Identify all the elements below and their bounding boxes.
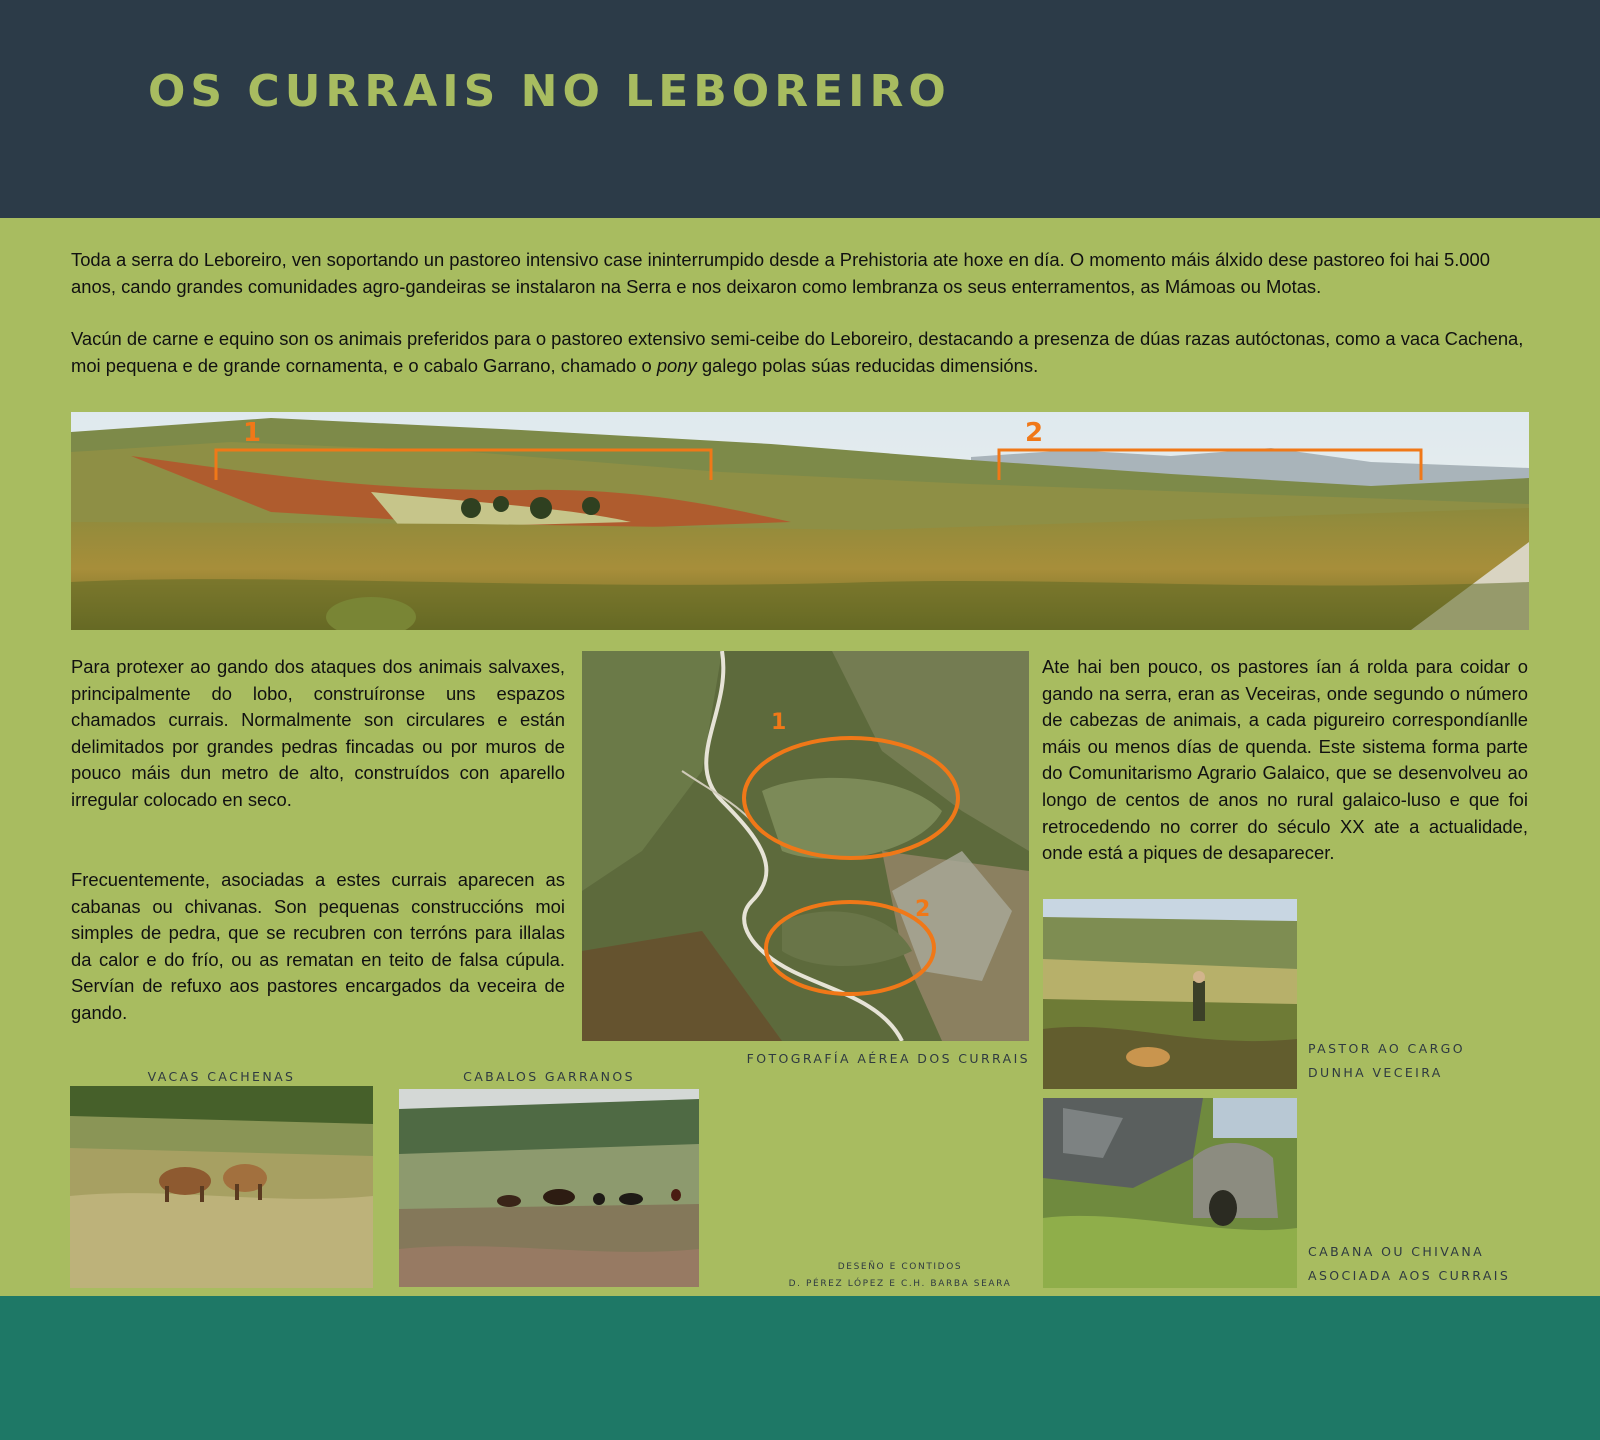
intro-paragraph-2: [71, 326, 1531, 379]
hut-photo: [1043, 1098, 1297, 1288]
aerial-caption: FOTOGRAFÍA AÉREA DOS CURRAIS: [746, 1051, 1030, 1066]
intro-paragraph-1: Toda a serra do Leboreiro, ven soportando un pastoreo intensivo case ininterrumpido desde a Prehistoria ate hoxe en día. O momento máis álxido dese pastoreo foi hai 5.000 anos, cando grandes comunidades agro-gandeiras se instalaron na Serra e nos deixaron como lembranza os seus enterramentos, as Mámoas ou Motas.: [71, 249, 1490, 297]
horses-photo: [399, 1089, 699, 1287]
aerial-marker-1: 1: [771, 710, 787, 735]
cows-caption: VACAS CACHENAS: [147, 1069, 296, 1084]
horses-caption: CABALOS GARRANOS: [463, 1069, 635, 1084]
hut-caption-line-2: ASOCIADA AOS CURRAIS: [1308, 1268, 1511, 1283]
left-paragraph-1: Para protexer ao gando dos ataques dos animais salvaxes, principalmente do lobo, construíronse uns espazos chamados currais. Normalmente son circulares e están delimitados por grandes pedras fincadas ou por muros de pouco máis dun metro de alto, construídos con aparello irregular colocado en seco.: [71, 656, 565, 810]
aerial-photo: [582, 651, 1029, 1041]
intro-paragraph-2-end: galego polas súas reducidas dimensións.: [696, 354, 1039, 376]
header-band: [0, 0, 1600, 218]
credits-line-1: DESEÑO E CONTIDOS: [837, 1262, 963, 1272]
panorama-photo: [71, 412, 1529, 630]
page-title: OS CURRAIS NO LEBOREIRO: [148, 66, 951, 117]
cows-photo: [70, 1086, 373, 1288]
panorama-marker-1: 1: [243, 418, 262, 448]
intro-paragraph-2-start: Vacún de carne e equino son os animais preferidos para o pastoreo extensivo semi-ceibe do Leboreiro, destacando a presenza de dúas razas autóctonas, como a vaca Cachena, moi pequena e de grande cornamenta, e o cabalo Garrano, chamado o: [71, 328, 1524, 376]
intro-paragraph-2-italic: pony: [656, 354, 697, 376]
shepherd-caption-line-2: DUNHA VECEIRA: [1308, 1065, 1443, 1080]
shepherd-photo: [1043, 899, 1297, 1089]
panorama-marker-2: 2: [1025, 418, 1044, 448]
footer-band: [0, 1296, 1600, 1440]
shepherd-caption-line-1: PASTOR AO CARGO: [1308, 1041, 1465, 1056]
left-paragraph-2: Frecuentemente, asociadas a estes currais aparecen as cabanas ou chivanas. Son pequenas construccións moi simples de pedra, que se recubren con terróns para illalas da calor e do frío, ou as rematan en teito de falsa cúpula. Servían de refuxo aos pastores encargados da veceira de gando.: [71, 869, 565, 1023]
right-paragraph-1: Ate hai ben pouco, os pastores ían á rolda para coidar o gando na serra, eran as Veceiras, onde segundo o número de cabezas de animais, a cada pigureiro correspondíanlle máis ou menos días de quenda. Este sistema forma parte do Comunitarismo Agrario Galaico, que se desenvolveu ao longo de centos de anos no rural galaico-luso e que foi retrocedendo no correr do século XX ate a actualidade, onde está a piques de desaparecer.: [1042, 656, 1528, 864]
hut-caption-line-1: CABANA OU CHIVANA: [1308, 1244, 1485, 1259]
aerial-marker-2: 2: [915, 897, 931, 922]
credits-line-2: D. PÉREZ LÓPEZ E C.H. BARBA SEARA: [788, 1279, 1012, 1289]
